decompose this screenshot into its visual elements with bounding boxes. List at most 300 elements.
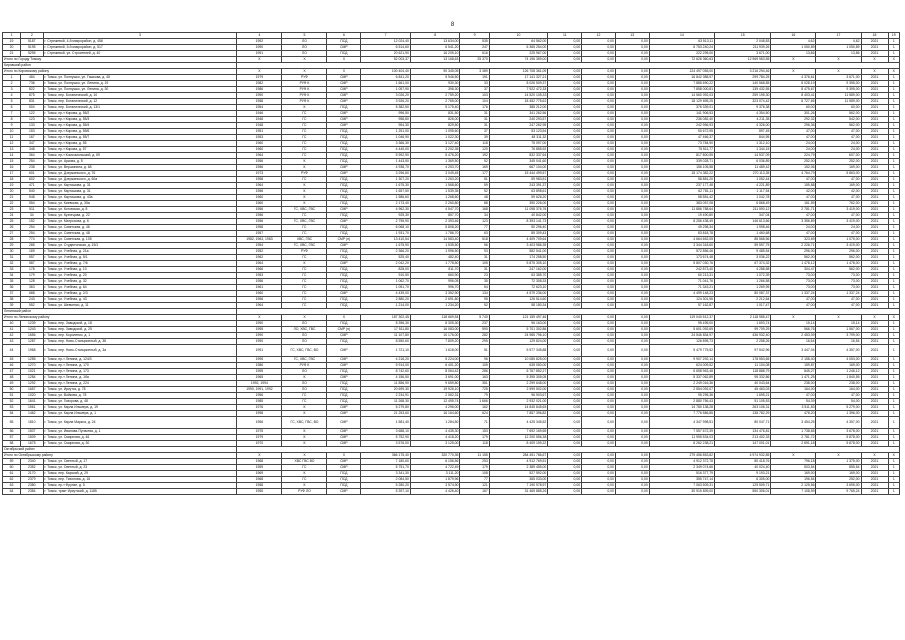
table-cell: 224,79 <box>771 153 816 159</box>
table-cell: 0,00 <box>615 375 649 381</box>
table-cell: 2 453,09 <box>771 333 816 339</box>
table-cell: X <box>888 315 899 321</box>
table-cell: 26 <box>3 225 21 231</box>
table-cell: 0,00 <box>615 207 649 213</box>
table-cell: 1656 <box>21 333 44 339</box>
table-cell: 39 <box>3 303 21 309</box>
table-cell: г. Томск, пр-т Кирова, д. 55/3 <box>43 117 237 123</box>
table-cell: г. Томск, ул. Полнушко, ул. Гашкова, д. 45 <box>43 75 237 81</box>
table-cell: 1 657,50 <box>361 189 411 195</box>
table-cell: 58 881,20 <box>649 177 714 183</box>
table-cell: 845,27 <box>771 369 816 375</box>
table-cell: 4,62 <box>816 39 861 45</box>
table-cell: 2 258,26 <box>715 339 771 345</box>
table-cell: 225 967,00 <box>489 51 548 57</box>
table-cell: 51 <box>460 345 489 357</box>
section-label: Итого по Кировскому району <box>3 69 237 75</box>
table-cell: 0,00 <box>615 45 649 51</box>
table-cell: 3 036,22 <box>715 255 771 261</box>
table-cell: г. Томск, ул. Учебная, д. 43 <box>43 297 237 303</box>
table-cell: 0,00 <box>615 333 649 339</box>
table-cell: 0,00 <box>548 267 582 273</box>
table-cell: 47,00 <box>816 129 861 135</box>
table-cell: 688 <box>21 291 44 297</box>
table-cell: 2021 <box>861 87 888 93</box>
table-cell: 1 <box>888 381 899 387</box>
table-cell: ГС <box>282 477 327 483</box>
table-cell: 0,00 <box>582 135 616 141</box>
table-cell: 52 <box>3 399 21 405</box>
table-cell: г. Томск, ул. Учебная, д. 20 <box>43 273 237 279</box>
table-cell: СМР <box>327 261 361 267</box>
table-cell: 304,47 <box>771 267 816 273</box>
table-cell: ПСД <box>327 267 361 273</box>
table-cell: 2021 <box>861 111 888 117</box>
table-cell: 1 <box>888 441 899 447</box>
table-cell: 1968 <box>237 459 282 465</box>
table-cell: 0,00 <box>548 387 582 393</box>
table-cell: 8 305,30 <box>410 321 460 327</box>
table-cell: 11 107,80 <box>361 333 411 339</box>
table-cell: 247 162,00 <box>489 267 548 273</box>
table-cell: 2 366,20 <box>361 249 411 255</box>
table-cell: X <box>816 453 861 459</box>
table-cell: 2 795,90 <box>361 219 411 225</box>
table-cell: 162 <box>460 405 489 411</box>
table-cell: ПСД <box>327 231 361 237</box>
table-cell: 18 452 775,62 <box>489 99 548 105</box>
table-cell: 339 028,71 <box>649 159 714 165</box>
table-cell: 17 <box>3 171 21 177</box>
table-cell: X <box>771 57 816 63</box>
table-cell: 1 042,78 <box>715 195 771 201</box>
table-cell: ПСД <box>327 183 361 189</box>
table-cell: 1973 <box>237 171 282 177</box>
table-cell: 2021 <box>861 267 888 273</box>
table-cell: 11 589,00 <box>816 93 861 99</box>
table-cell: 108 <box>460 471 489 477</box>
table-cell: г. Томск, пер. Тихонова, д. 16 <box>43 477 237 483</box>
table-cell: 20 699,30 <box>361 387 411 393</box>
table-cell: 56 <box>460 243 489 249</box>
table-cell: 0,00 <box>615 435 649 441</box>
table-cell: 191 <box>460 75 489 81</box>
table-cell: 1956 <box>237 213 282 219</box>
table-cell: 1021 <box>21 369 44 375</box>
table-cell: 1239 <box>21 321 44 327</box>
table-cell: 72 626 360,63 <box>649 57 714 63</box>
table-row <box>3 345 900 357</box>
header-cell: 2 <box>21 33 44 39</box>
table-cell: 1969 <box>237 471 282 477</box>
table-cell: г. Томск, ул. Шевченко, д. 11 <box>43 303 237 309</box>
table-cell: 80 418,76 <box>715 459 771 465</box>
table-cell: ЛО <box>282 333 327 339</box>
table-cell: 52 <box>460 189 489 195</box>
table-cell: 0,00 <box>615 261 649 267</box>
table-cell: 0,00 <box>615 393 649 399</box>
table-cell: 47,00 <box>816 393 861 399</box>
table-cell: 24,00 <box>771 225 816 231</box>
table-cell: 62 <box>3 477 21 483</box>
table-cell: 1957 <box>237 231 282 237</box>
table-cell: 542,00 <box>816 117 861 123</box>
table-cell: 118 669,54 <box>410 315 460 321</box>
table-cell: 1 <box>888 435 899 441</box>
table-cell: 54,39 <box>771 399 816 405</box>
table-cell: 2021 <box>861 261 888 267</box>
header-cell: 18 <box>861 33 888 39</box>
table-cell: 15 444 499,57 <box>489 171 548 177</box>
table-cell: г. Томск, ул. Полнушко, ул. Ленина, д. 19 <box>43 81 237 87</box>
table-cell: 45 463,03 <box>715 387 771 393</box>
table-cell: 1 478,12 <box>771 261 816 267</box>
table-cell: 3 671,00 <box>715 51 771 57</box>
table-cell: 5 279,80 <box>361 405 411 411</box>
table-cell: г. Томск, пер. Заводской, д. 25 <box>43 327 237 333</box>
table-cell: СМР (п) <box>327 327 361 333</box>
table-cell: 167 <box>460 489 489 495</box>
table-cell: 7 <box>3 111 21 117</box>
table-cell: 2021 <box>861 255 888 261</box>
table-cell: 1954 <box>237 105 282 111</box>
table-cell: 516 377,79 <box>649 471 714 477</box>
table-cell: 1 <box>888 393 899 399</box>
table-cell: 1985 <box>237 399 282 405</box>
table-cell: 1 <box>888 135 899 141</box>
table-cell: 1 666 <box>460 399 489 405</box>
table-cell: 725 <box>460 387 489 393</box>
table-cell: 5 175,40 <box>410 105 460 111</box>
table-cell: 0,00 <box>615 369 649 375</box>
table-cell: 93 <box>460 249 489 255</box>
table-cell: ПСД <box>327 135 361 141</box>
table-cell: 240 293,57 <box>489 117 548 123</box>
table-cell: 0,00 <box>615 177 649 183</box>
table-cell: ПСД <box>327 285 361 291</box>
table-cell: ЛО <box>282 45 327 51</box>
table-cell: 73,00 <box>771 273 816 279</box>
table-cell: 295 <box>460 339 489 345</box>
table-cell: 0,00 <box>615 387 649 393</box>
table-cell: РУФ К <box>282 363 327 369</box>
table-cell: 2021 <box>861 93 888 99</box>
table-cell: 79 <box>460 393 489 399</box>
table-cell: 0,00 <box>548 333 582 339</box>
table-cell: X <box>771 315 816 321</box>
table-cell: 0,00 <box>582 177 616 183</box>
table-cell: 1 312,10 <box>715 141 771 147</box>
table-cell: г. Стрежевой, 4-й микрорайон, д. 456 <box>43 39 237 45</box>
table-cell: 1 <box>888 303 899 309</box>
table-cell: 5 863,00 <box>816 171 861 177</box>
table-cell: 1961 <box>237 285 282 291</box>
table-cell: 557 <box>21 255 44 261</box>
table-cell: 55 <box>3 417 21 429</box>
table-cell: 0,00 <box>615 267 649 273</box>
table-cell: 1960 <box>237 195 282 201</box>
table-cell: 6 841,20 <box>361 75 411 81</box>
table-cell: 1964 <box>237 183 282 189</box>
table-cell: г. Томск, пр-т Кирова, д. 55/6 <box>43 129 237 135</box>
table-cell: 478,20 <box>771 411 816 417</box>
table-row <box>3 417 900 429</box>
header-cell: 14 <box>649 33 714 39</box>
table-cell: 0,00 <box>615 345 649 357</box>
table-cell: 0,00 <box>615 429 649 435</box>
table-cell: 3 419,00 <box>816 243 861 249</box>
table-cell: СМР <box>327 435 361 441</box>
table-cell: 96 <box>460 357 489 363</box>
table-cell: 875 <box>21 93 44 99</box>
table-cell: 1287 <box>21 339 44 345</box>
table-cell: 2021 <box>861 189 888 195</box>
table-cell: 24 546 834,97 <box>649 333 714 339</box>
table-cell: 1964 <box>237 303 282 309</box>
table-cell: 31 465 885,26 <box>489 489 548 495</box>
table-cell: СМР <box>327 171 361 177</box>
table-cell: ЛО <box>282 369 327 375</box>
section-label: Кировский район <box>3 63 237 69</box>
table-cell: 5 992,90 <box>361 153 411 159</box>
table-cell: 0,00 <box>548 123 582 129</box>
table-cell: 0,00 <box>615 159 649 165</box>
table-cell: X <box>771 69 816 75</box>
table-cell: 0,00 <box>582 87 616 93</box>
table-cell: 660,90 <box>410 273 460 279</box>
table-cell: ПСД <box>327 381 361 387</box>
header-cell: 11 <box>548 33 582 39</box>
table-cell: 2 880,20 <box>361 297 411 303</box>
table-cell: 1990 <box>237 93 282 99</box>
table-cell: 40 842,00 <box>489 213 548 219</box>
table-cell: 0,00 <box>548 99 582 105</box>
table-cell: 1 <box>888 483 899 489</box>
table-cell: 7 180,60 <box>361 459 411 465</box>
table-cell: 243 391,37 <box>489 183 548 189</box>
table-cell: 554 <box>21 201 44 207</box>
table-cell: X <box>237 315 282 321</box>
table-cell: 236 082,40 <box>649 117 714 123</box>
table-cell: 1955 <box>237 489 282 495</box>
table-cell: 0,00 <box>582 291 616 297</box>
table-cell: 0,00 <box>582 369 616 375</box>
table-cell: 24,00 <box>816 141 861 147</box>
table-cell: ПСД <box>327 177 361 183</box>
table-cell: 2021 <box>861 159 888 165</box>
table-cell: 3 352,90 <box>410 291 460 297</box>
table-cell: РУФ К <box>282 93 327 99</box>
table-cell: 2021 <box>861 147 888 153</box>
table-cell: 33 <box>460 81 489 87</box>
table-cell: 47 <box>3 369 21 375</box>
table-cell: 582 541,00 <box>489 249 548 255</box>
table-cell: 1 <box>888 339 899 345</box>
table-cell: 3 695,00 <box>816 483 861 489</box>
table-cell: 31 <box>460 117 489 123</box>
table-cell: 4 418,20 <box>410 435 460 441</box>
table-cell: 75 511,77 <box>649 147 714 153</box>
table-cell: 1 <box>888 87 899 93</box>
table-cell: 0,00 <box>548 291 582 297</box>
table-cell: 1991 <box>237 51 282 57</box>
table-cell: 1992, 1994 <box>237 381 282 387</box>
table-cell: 100 404,40 <box>361 69 411 75</box>
table-cell: 152,06 <box>771 165 816 171</box>
table-cell: 0,00 <box>615 129 649 135</box>
table-cell: 3 125,00 <box>410 441 460 447</box>
table-cell: 36 <box>3 285 21 291</box>
table-cell: СМР <box>327 87 361 93</box>
table-cell: 1 535,50 <box>410 243 460 249</box>
table-cell: 75 097,00 <box>489 141 548 147</box>
table-cell: 10 <box>3 129 21 135</box>
table-cell: 279 456 853,82 <box>649 453 714 459</box>
table-cell: К <box>282 483 327 489</box>
table-cell: 5 337 062,89 <box>649 375 714 381</box>
table-cell: 28 <box>3 237 21 243</box>
table-cell: 0,00 <box>582 45 616 51</box>
table-cell: 123 <box>460 219 489 225</box>
table-cell: 587 <box>21 261 44 267</box>
table-cell: X <box>327 69 361 75</box>
table-cell: 635 050,00 <box>489 363 548 369</box>
table-cell: 31 <box>460 111 489 117</box>
table-cell: 2 158,40 <box>771 357 816 363</box>
table-cell: 296,36 <box>771 123 816 129</box>
table-cell: г. Томск, ул. Карла Ильмера, д. 19 <box>43 405 237 411</box>
table-cell: 8 028,19 <box>771 81 816 87</box>
table-cell: ПСД <box>327 213 361 219</box>
table-cell: г. Томск, пр-т Ленина, д. 173 <box>43 369 237 375</box>
table-cell: 365 033,00 <box>489 477 548 483</box>
table-cell: 253 <box>460 459 489 465</box>
table-cell: 4 664 652,05 <box>649 237 714 243</box>
table-cell: СМР <box>327 81 361 87</box>
table-cell: 1 840,55 <box>816 375 861 381</box>
table-cell: г. Томск, пр-т Кирова, д. 55 <box>43 141 237 147</box>
table-cell: ПСД <box>327 387 361 393</box>
table-cell: г. Томск, ул. Учебная, д. 21а <box>43 249 237 255</box>
table-cell: 238,00 <box>771 381 816 387</box>
table-cell: 126 514,60 <box>489 297 548 303</box>
table-cell: 0,00 <box>582 477 616 483</box>
table-cell: 4 938,70 <box>361 165 411 171</box>
table-cell: г. Томск, пр-т Ленина, д. 1ба <box>43 375 237 381</box>
table-cell: 0,00 <box>548 171 582 177</box>
table-cell: 60 <box>3 465 21 471</box>
table-cell: 0,00 <box>548 135 582 141</box>
table-cell: 1 269,95 <box>715 285 771 291</box>
table-cell: 5 914,00 <box>361 363 411 369</box>
table-cell: 1 <box>888 123 899 129</box>
table-cell: 897,45 <box>715 129 771 135</box>
table-cell: 2021 <box>861 165 888 171</box>
table-cell: г. Томск, ул. Кузнецова, д. 22 <box>43 213 237 219</box>
table-cell: 179 <box>21 273 44 279</box>
table-cell: ГС <box>282 231 327 237</box>
table-cell: 4 912 372,78 <box>649 459 714 465</box>
table-cell: 0,00 <box>615 171 649 177</box>
table-cell: 299 784,25 <box>715 75 771 81</box>
table-cell: X <box>816 57 861 63</box>
table-cell: 1 095,60 <box>410 129 460 135</box>
table-cell: 3 671,00 <box>816 75 861 81</box>
table-cell: 37 <box>3 291 21 297</box>
table-cell: г. Томск, ул. Киевская, д. 35а <box>43 201 237 207</box>
table-cell: 95 295,36 <box>649 393 714 399</box>
table-cell: 323,69 <box>771 237 816 243</box>
table-cell: 1 695,21 <box>715 393 771 399</box>
table-cell: 37 <box>460 87 489 93</box>
table-cell: 828,00 <box>361 267 411 273</box>
table-cell: ГС, ХВС, ГВС <box>282 243 327 249</box>
table-cell: 124 497 055,00 <box>649 69 714 75</box>
table-cell: 11 589,00 <box>816 99 861 105</box>
table-cell: 17 141 327,21 <box>489 75 548 81</box>
table-cell: ПСД <box>327 279 361 285</box>
table-cell: X <box>771 453 816 459</box>
table-cell: 1284 <box>21 375 44 381</box>
table-cell: 1990 <box>237 321 282 327</box>
table-cell: 64 562,00 <box>489 39 548 45</box>
table-cell: 1 <box>888 45 899 51</box>
table-cell: 0,00 <box>548 117 582 123</box>
table-cell: г. Томск, ул. Матросова, д. 6 <box>43 219 237 225</box>
table-cell: ЛО <box>282 51 327 57</box>
table-cell: 1 <box>888 195 899 201</box>
table-cell: 2380 <box>21 483 44 489</box>
table-cell: 11 268,30 <box>361 399 411 405</box>
table-cell: 0,00 <box>615 291 649 297</box>
table-cell: 562,00 <box>771 255 816 261</box>
table-cell: СМР <box>327 465 361 471</box>
table-cell: 242 956,93 <box>649 123 714 129</box>
table-cell: 0,00 <box>582 321 616 327</box>
table-cell: 0,00 <box>615 273 649 279</box>
table-cell: 9 <box>3 123 21 129</box>
table-cell: 383 057,08 <box>649 201 714 207</box>
table-cell: 5 476,20 <box>410 153 460 159</box>
table-cell: 6 868,49 <box>715 201 771 207</box>
table-cell: 60,00 <box>771 105 816 111</box>
table-cell: ПСД <box>327 159 361 165</box>
table-cell: К <box>282 189 327 195</box>
table-cell: 3 111,20 <box>410 471 460 477</box>
table-cell: 1 <box>888 111 899 117</box>
table-cell: 1 <box>888 75 899 81</box>
table-cell: 0,00 <box>582 441 616 447</box>
table-cell: 105 <box>460 261 489 267</box>
table-cell: 1 460,68 <box>715 231 771 237</box>
table-cell: 7 557 672,39 <box>649 429 714 435</box>
table-cell: 0,00 <box>615 93 649 99</box>
table-cell: СМР <box>327 459 361 465</box>
table-cell: 1960 <box>237 141 282 147</box>
table-cell: 2021 <box>861 195 888 201</box>
table-cell: 252,00 <box>816 159 861 165</box>
table-cell: 2021 <box>861 387 888 393</box>
table-cell: 5 701 302,86 <box>489 327 548 333</box>
table-cell: 22 <box>3 201 21 207</box>
table-cell: 34 <box>460 213 489 219</box>
table-cell: 141 906,53 <box>649 111 714 117</box>
table-cell: 2 880 756,43 <box>649 399 714 405</box>
table-cell: г. Томск, пр-т Комсомольский, д. 69 <box>43 153 237 159</box>
table-cell: 0,00 <box>548 477 582 483</box>
table-cell: 1 <box>3 75 21 81</box>
table-cell: X <box>861 69 888 75</box>
